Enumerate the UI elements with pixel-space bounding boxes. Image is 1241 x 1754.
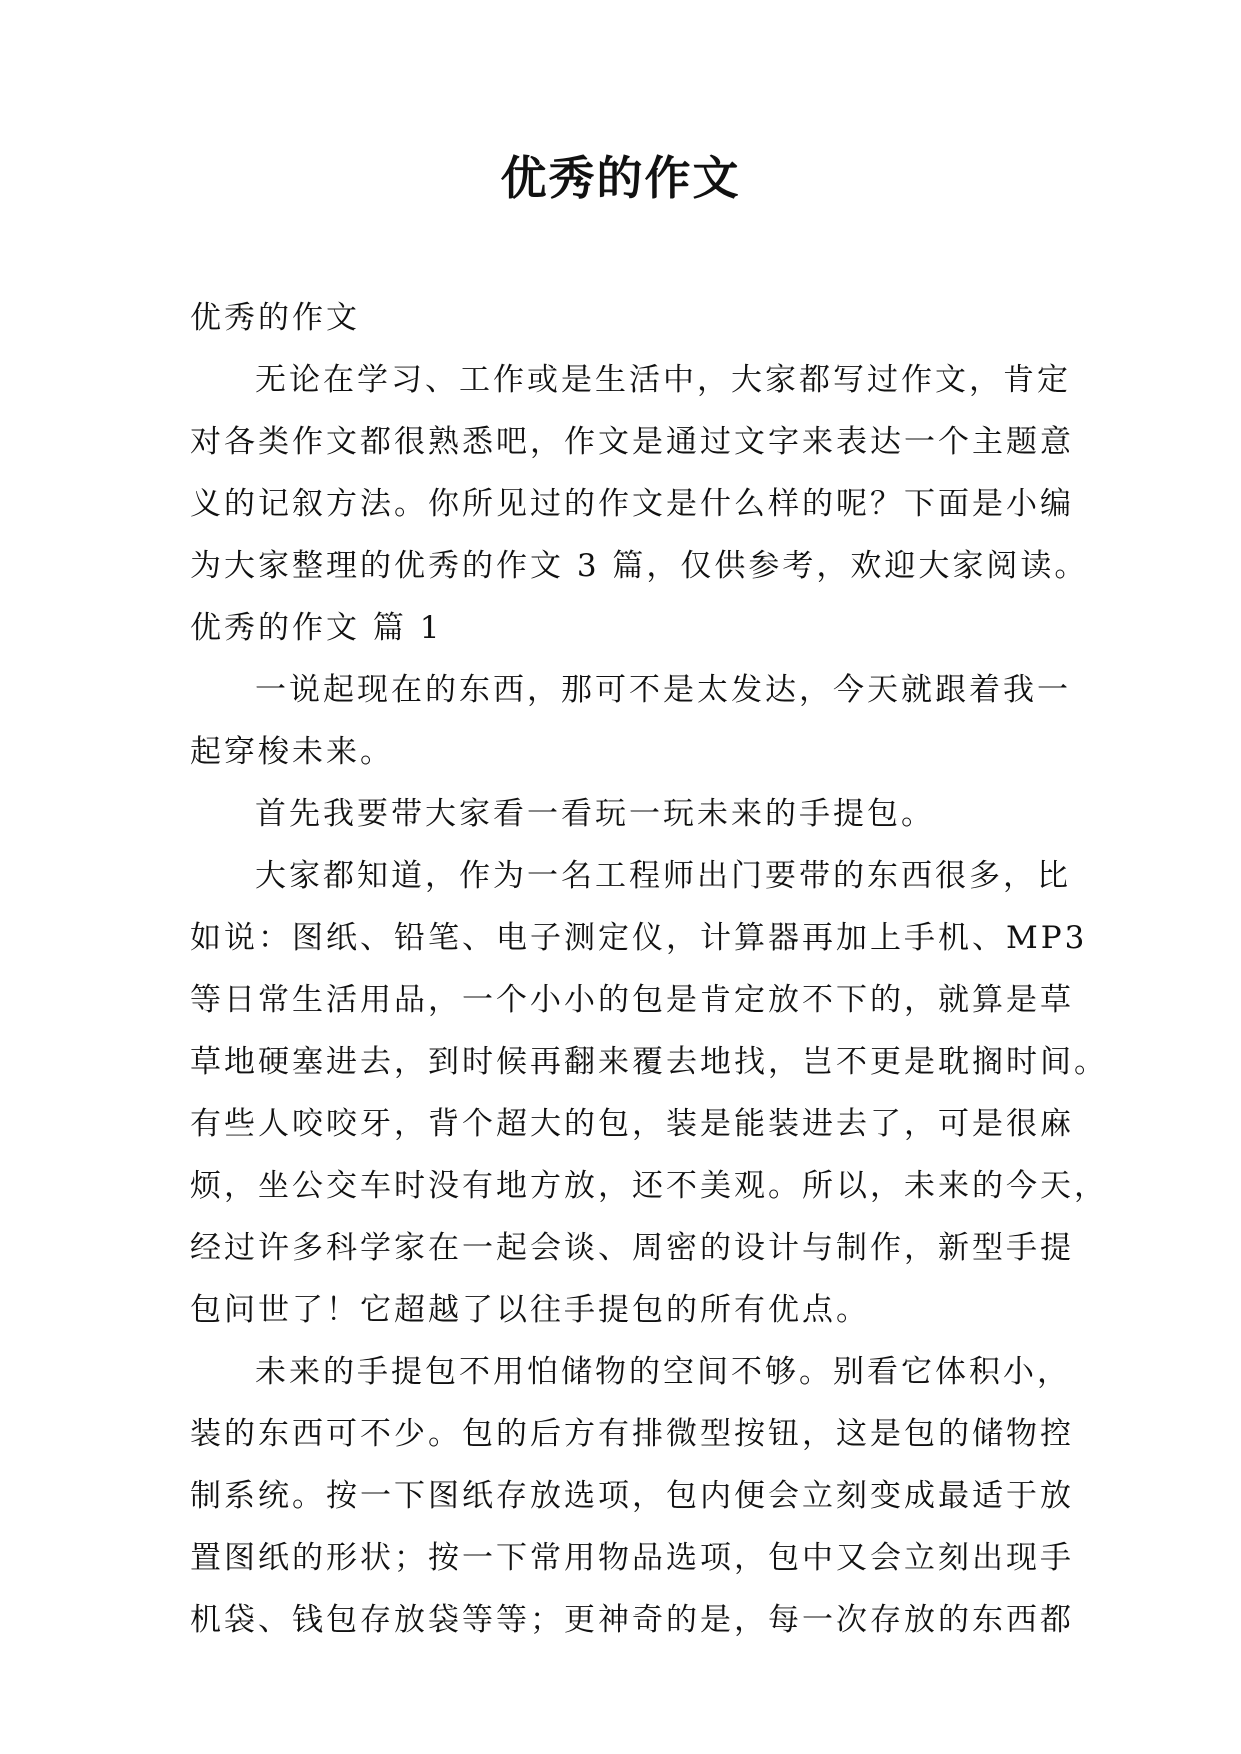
paragraph-line: 制系统。按一下图纸存放选项，包内便会立刻变成最适于放 bbox=[190, 1478, 1074, 1514]
document-body bbox=[190, 287, 1108, 1651]
paragraph-line: 为大家整理的优秀的作文 3 篇，仅供参考，欢迎大家阅读。 bbox=[190, 548, 1089, 584]
paragraph-line: 如说：图纸、铅笔、电子测定仪，计算器再加上手机、MP3 bbox=[190, 920, 1088, 956]
paragraph-line: 置图纸的形状；按一下常用物品选项，包中又会立刻出现手 bbox=[190, 1540, 1074, 1576]
paragraph-line: 未来的手提包不用怕储物的空间不够。别看它体积小， bbox=[255, 1354, 1071, 1390]
paragraph-line: 装的东西可不少。包的后方有排微型按钮，这是包的储物控 bbox=[190, 1416, 1074, 1452]
paragraph-line: 机袋、钱包存放袋等等；更神奇的是，每一次存放的东西都 bbox=[190, 1602, 1074, 1638]
section-heading: 优秀的作文 篇 1 bbox=[190, 610, 443, 646]
paragraph-line: 大家都知道，作为一名工程师出门要带的东西很多，比 bbox=[255, 858, 1071, 894]
paragraph-line: 义的记叙方法。你所见过的作文是什么样的呢？下面是小编 bbox=[190, 486, 1074, 522]
paragraph-line: 一说起现在的东西，那可不是太发达，今天就跟着我一 bbox=[255, 672, 1071, 708]
paragraph-line: 起穿梭未来。 bbox=[190, 734, 394, 770]
paragraph-line: 对各类作文都很熟悉吧，作文是通过文字来表达一个主题意 bbox=[190, 424, 1074, 460]
paragraph-line: 首先我要带大家看一看玩一玩未来的手提包。 bbox=[255, 796, 935, 832]
paragraph-line: 经过许多科学家在一起会谈、周密的设计与制作，新型手提 bbox=[190, 1230, 1074, 1266]
paragraph-line: 等日常生活用品，一个小小的包是肯定放不下的，就算是草 bbox=[190, 982, 1074, 1018]
paragraph-line: 无论在学习、工作或是生活中，大家都写过作文，肯定 bbox=[255, 362, 1071, 398]
paragraph-line: 有些人咬咬牙，背个超大的包，装是能装进去了，可是很麻 bbox=[190, 1106, 1074, 1142]
page-title: 优秀的作文 bbox=[500, 151, 741, 205]
paragraph-line: 包问世了！它超越了以往手提包的所有优点。 bbox=[190, 1292, 870, 1328]
paragraph-line: 优秀的作文 bbox=[190, 300, 360, 336]
paragraph-line: 草地硬塞进去，到时候再翻来覆去地找，岂不更是耽搁时间。 bbox=[190, 1044, 1108, 1080]
paragraph-line: 烦，坐公交车时没有地方放，还不美观。所以，未来的今天， bbox=[190, 1168, 1108, 1204]
